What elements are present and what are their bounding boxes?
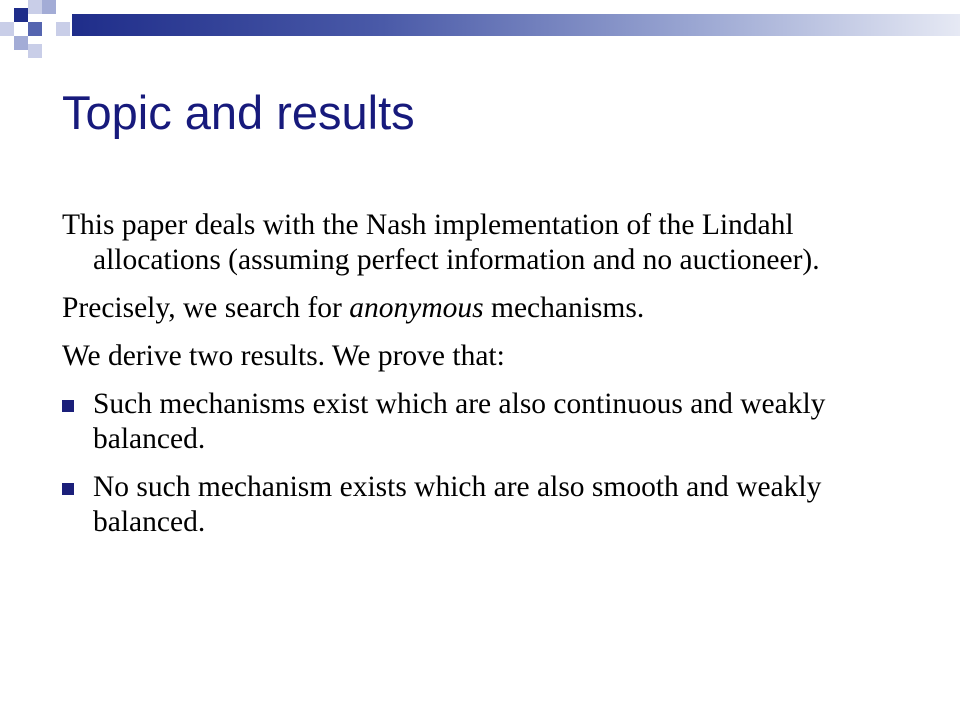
decor-square [28, 0, 42, 14]
list-item [62, 470, 922, 540]
search-paragraph [62, 291, 922, 326]
results-paragraph: We derive two results. We prove that: [62, 340, 505, 372]
results-list [62, 387, 922, 540]
search-paragraph-tail: mechanisms. [483, 292, 645, 324]
decor-square [14, 36, 28, 50]
bullet-text: Such mechanisms exist which are also continuous and weakly balanced. [93, 388, 826, 455]
slide-body [62, 208, 922, 553]
header-decoration [0, 0, 960, 60]
search-paragraph-lead: Precisely, we search for [62, 292, 350, 324]
bullet-text: No such mechanism exists which are also smooth and weakly balanced. [93, 471, 822, 538]
emphasis-anonymous: anonymous [349, 292, 484, 324]
decor-square [28, 44, 42, 58]
square-bullet-icon [62, 483, 74, 495]
decor-square [14, 8, 28, 22]
decor-square [28, 22, 42, 36]
list-item [62, 387, 922, 457]
square-bullet-icon [62, 400, 74, 412]
slide-title: Topic and results [62, 86, 415, 139]
decor-square [0, 22, 14, 36]
decor-square [56, 22, 70, 36]
intro-paragraph: This paper deals with the Nash implementation of the Lindahl allocations (assuming perfect information and no auctioneer). [62, 209, 820, 276]
decor-square [42, 0, 56, 14]
header-gradient-band [72, 14, 960, 36]
